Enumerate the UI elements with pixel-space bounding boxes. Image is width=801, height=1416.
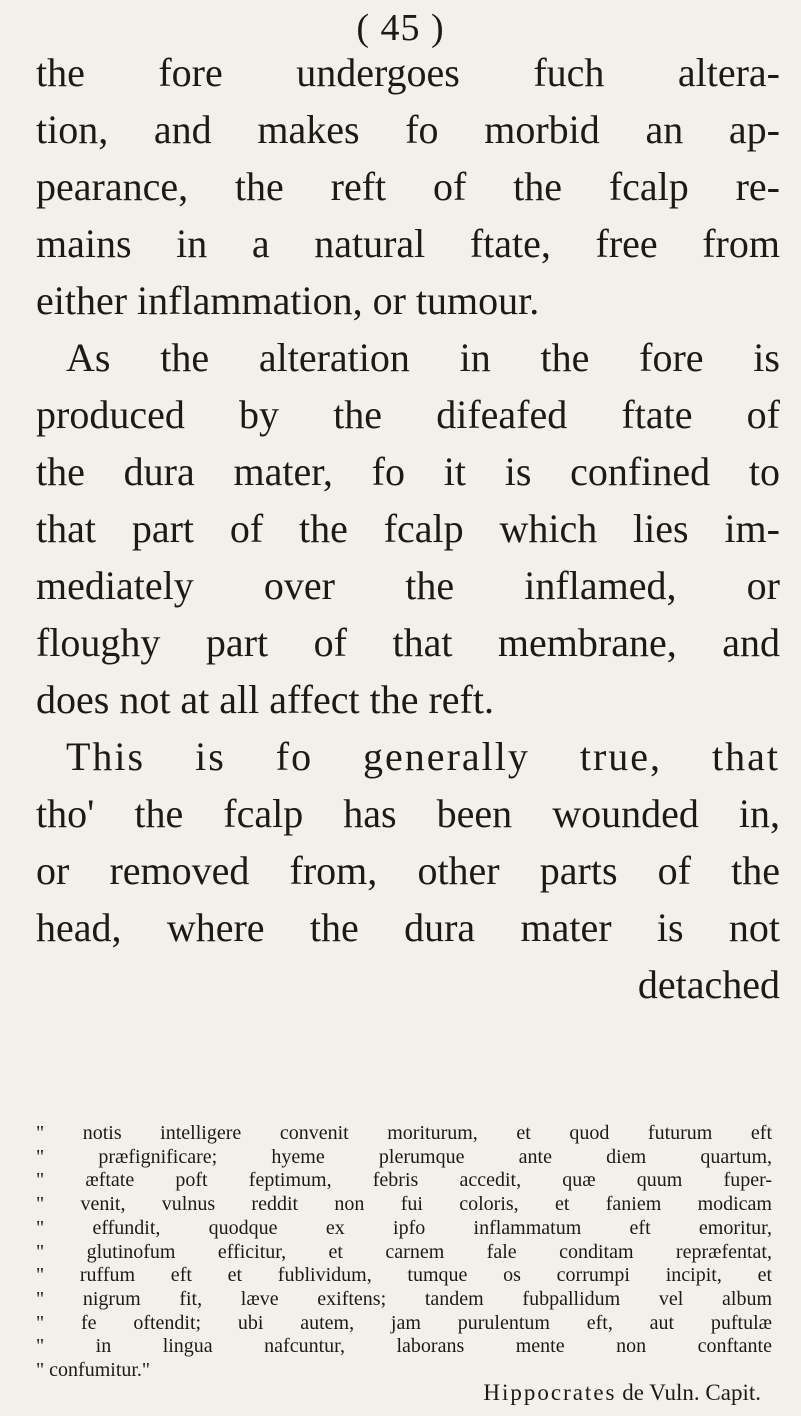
footnote-quotation (36, 1122, 772, 1383)
source-author: Hippocrates (483, 1380, 617, 1405)
footnote-line: " fe oftendit; ubi autem, jam purulentum eft, aut puftulæ (36, 1311, 772, 1334)
text-line: mediately over the inflamed, or (36, 563, 780, 608)
text-line: or removed from, other parts of the (36, 848, 780, 893)
footnote-line: " æftate poft feptimum, febris accedit, quæ quum fuper- (36, 1169, 772, 1192)
footnote-line: " confumitur." (36, 1359, 151, 1382)
text-line: produced by the difeafed ftate of (36, 392, 780, 437)
source-work: de Vuln. Capit. (622, 1380, 761, 1405)
text-line: mains in a natural ftate, free from (36, 221, 780, 266)
main-text (36, 44, 780, 1013)
text-line: As the alteration in the fore is (66, 335, 780, 380)
text-line: either inflammation, or tumour. (36, 278, 540, 323)
text-line: does not at all affect the reft. (36, 677, 494, 722)
text-line: This is fo generally true, that (66, 734, 780, 779)
text-line: the dura mater, fo it is confined to (36, 449, 780, 494)
text-line: the fore undergoes fuch altera- (36, 50, 780, 95)
text-line: pearance, the reft of the fcalp re- (36, 164, 780, 209)
text-line: head, where the dura mater is not (36, 905, 780, 950)
quotation-source (483, 1380, 761, 1406)
text-line: tho' the fcalp has been wounded in, (36, 791, 780, 836)
footnote-line: " effundit, quodque ex ipfo inflammatum eft emoritur, (36, 1216, 772, 1239)
text-line: tion, and makes fo morbid an ap- (36, 107, 780, 152)
footnote-line: " notis intelligere convenit moriturum, et quod futurum eft (36, 1122, 772, 1144)
page-number: ( 45 ) (356, 7, 445, 49)
footnote-line: " glutinofum efficitur, et carnem fale conditam repræfentat, (36, 1240, 772, 1263)
footnote-line: " nigrum fit, læve exiftens; tandem fubpallidum vel album (36, 1287, 772, 1310)
catchword: detached (637, 962, 780, 1007)
footnote-line: " venit, vulnus reddit non fui coloris, et faniem modicam (36, 1193, 772, 1216)
footnote-line: " in lingua nafcuntur, laborans mente non conftante (36, 1335, 772, 1358)
text-line: floughy part of that membrane, and (36, 620, 780, 665)
footnote-line: " ruffum eft et fublividum, tumque os corrumpi incipit, et (36, 1264, 772, 1287)
text-line: that part of the fcalp which lies im- (36, 506, 780, 551)
footnote-line: " præfignificare; hyeme plerumque ante diem quartum, (36, 1145, 772, 1168)
